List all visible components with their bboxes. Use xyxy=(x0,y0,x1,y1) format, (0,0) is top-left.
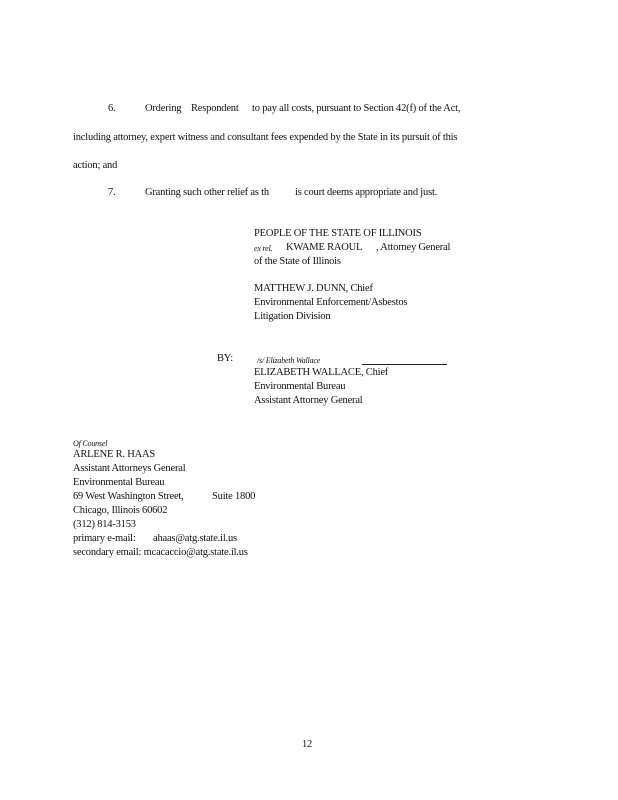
item-6-number: 6. xyxy=(108,103,116,114)
counsel-phone: (312) 814-3153 xyxy=(73,519,136,530)
primary-email: ahaas@atg.state.il.us xyxy=(153,533,237,544)
signer-name: ELIZABETH WALLACE, Chief xyxy=(254,367,389,378)
item-6-respondent: Respondent xyxy=(191,103,239,114)
party-name: PEOPLE OF THE STATE OF ILLINOIS xyxy=(254,228,422,239)
electronic-signature: /s/ Elizabeth Wallace xyxy=(257,356,321,365)
chief-department-1: Environmental Enforcement/Asbestos xyxy=(254,297,408,308)
primary-email-label: primary e-mail: xyxy=(73,533,136,544)
signer-department: Environmental Bureau xyxy=(254,381,346,392)
item-6-text: to pay all costs, pursuant to Section 42(f) of the Act, xyxy=(252,103,461,114)
counsel-bureau: Environmental Bureau xyxy=(73,477,165,488)
attorney-general-title: , Attorney General xyxy=(376,242,451,253)
item-7-text-b: is court deems appropriate and just. xyxy=(295,187,438,198)
of-counsel-label: Of Counsel xyxy=(73,439,108,448)
signature-line xyxy=(362,364,447,365)
item-6-line-3: action; and xyxy=(73,160,118,171)
chief-name: MATTHEW J. DUNN, Chief xyxy=(254,283,373,294)
item-6-line-2: including attorney, expert witness and consultant fees expended by the State in its pursuit of this xyxy=(73,132,458,143)
item-6-ordering: Ordering xyxy=(145,103,182,114)
signer-title: Assistant Attorney General xyxy=(254,395,363,406)
counsel-street: 69 West Washington Street, xyxy=(73,491,184,502)
attorney-general-name: KWAME RAOUL xyxy=(286,242,363,253)
counsel-name: ARLENE R. HAAS xyxy=(73,449,156,460)
ex-rel-label: ex rel. xyxy=(254,244,273,253)
counsel-suite: Suite 1800 xyxy=(212,491,256,502)
chief-department-2: Litigation Division xyxy=(254,311,331,322)
by-label: BY: xyxy=(217,353,233,364)
secondary-email: secondary email: mcacaccio@atg.state.il.us xyxy=(73,547,248,558)
page-number: 12 xyxy=(302,739,313,750)
item-7-number: 7. xyxy=(108,187,116,198)
counsel-title: Assistant Attorneys General xyxy=(73,463,186,474)
item-7-text-a: Granting such other relief as th xyxy=(145,187,269,198)
state-line: of the State of Illinois xyxy=(254,256,341,267)
counsel-city: Chicago, Illinois 60602 xyxy=(73,505,168,516)
